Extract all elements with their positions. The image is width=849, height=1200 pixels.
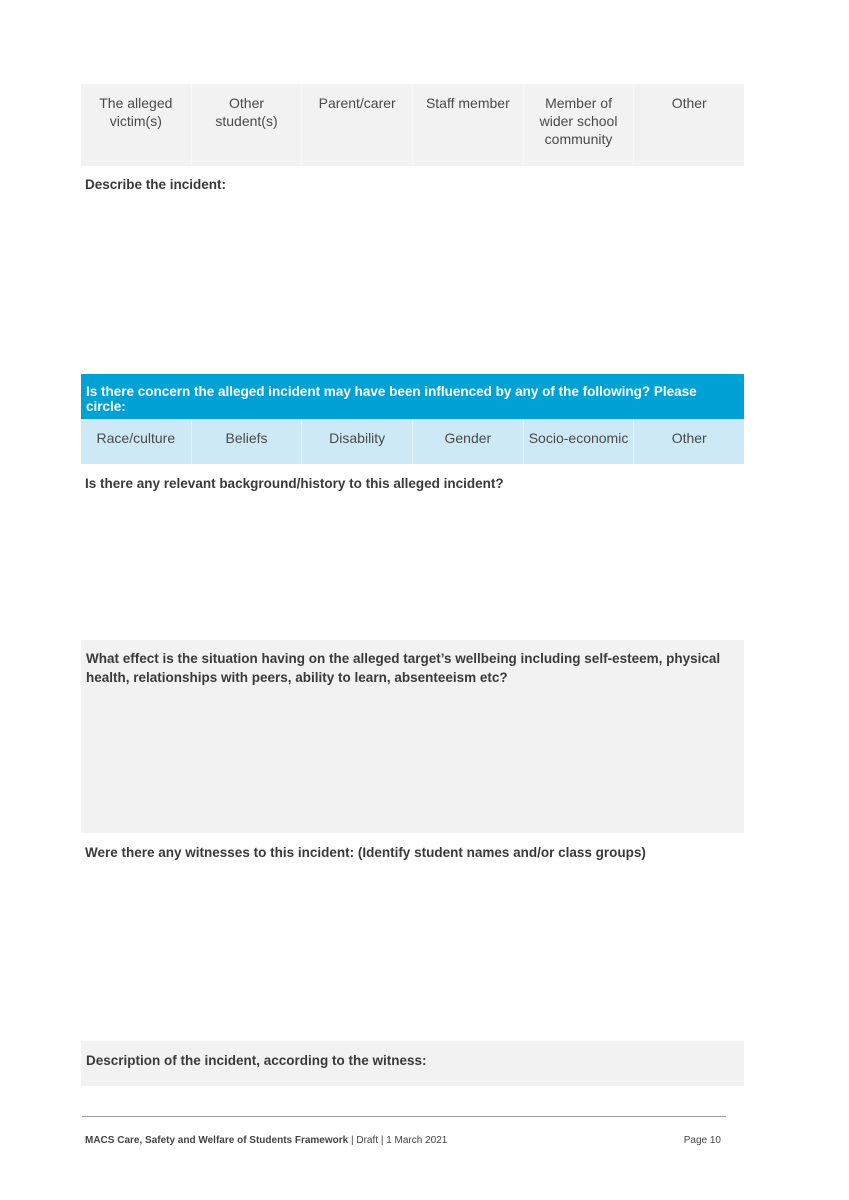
influence-question-header: Is there concern the alleged incident may have been influenced by any of the following? Please circle: [81, 374, 744, 419]
influence-option-other[interactable]: Other [633, 419, 744, 464]
describe-incident-label: Describe the incident: [85, 177, 227, 192]
footer-divider [82, 1116, 726, 1117]
page-footer [85, 1135, 721, 1146]
footer-title: MACS Care, Safety and Welfare of Students Framework [85, 1135, 349, 1146]
effect-section[interactable] [81, 640, 744, 833]
influence-options-row [81, 419, 744, 464]
reporter-option-wider-community[interactable]: Member of wider school community [523, 84, 634, 166]
reporter-option-other[interactable]: Other [633, 84, 744, 166]
footer-page-number: Page 10 [683, 1135, 721, 1146]
footer-document-info [85, 1135, 447, 1146]
reporter-options-row [81, 84, 744, 166]
influence-option-socio-economic[interactable]: Socio-economic [523, 419, 634, 464]
influence-option-beliefs[interactable]: Beliefs [191, 419, 302, 464]
witness-description-label: Description of the incident, according to the witness: [86, 1053, 427, 1068]
influence-option-race-culture[interactable]: Race/culture [96, 430, 176, 446]
effect-question: What effect is the situation having on the alleged target’s wellbeing including self-esteem, physical health, relationships with peers, ability to learn, absenteeism etc? [86, 651, 721, 685]
witness-question: Were there any witnesses to this incident: (Identify student names and/or class groups) [85, 845, 646, 860]
reporter-option-staff-member[interactable]: Staff member [412, 84, 523, 166]
reporter-option-parent-carer[interactable]: Parent/carer [301, 84, 412, 166]
influence-option-gender[interactable]: Gender [412, 419, 523, 464]
footer-meta: | Draft | 1 March 2021 [348, 1135, 448, 1146]
influence-option-disability[interactable]: Disability [301, 419, 412, 464]
background-history-question: Is there any relevant background/history to this alleged incident? [85, 476, 504, 491]
reporter-option-alleged-victim[interactable]: The alleged victim(s) [99, 95, 173, 129]
reporter-option-other-students[interactable]: Other student(s) [191, 84, 302, 166]
witness-description-section[interactable] [81, 1041, 744, 1086]
